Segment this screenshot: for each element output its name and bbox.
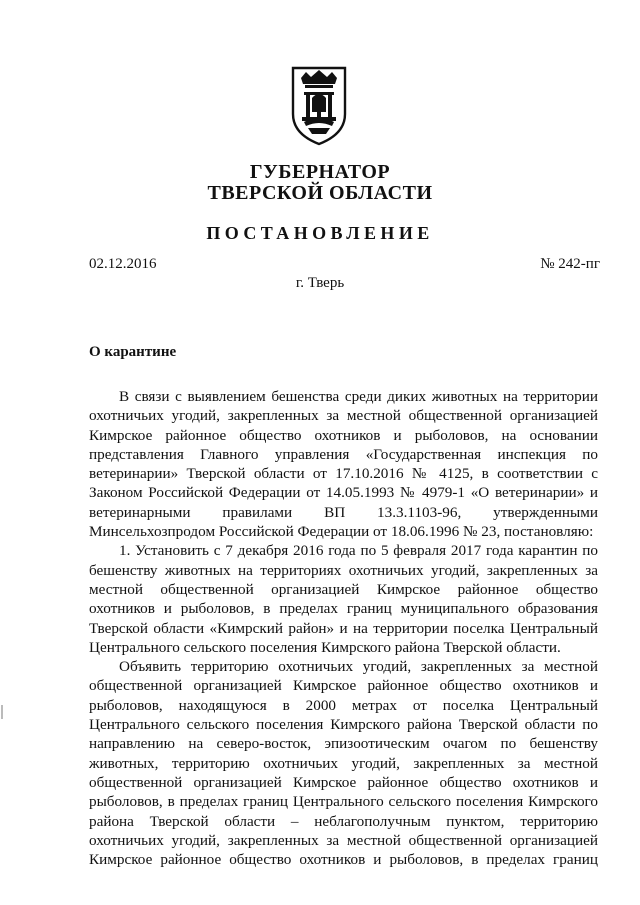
document-city: г. Тверь [295,275,345,291]
document-number: № 242-пг [540,256,600,272]
issuer-title-line1: ГУБЕРНАТОР [249,161,391,183]
body-paragraph: Объявить территорию охотничьих угодий, закрепленных за местной общественной организацией Кимрское районное общество охотников и рыболовов, находящуюся в 2000 метрах от поселка Центральный Центрального сельского поселения Кимрского района Тверской области по направлению на северо-восток, эпизоотическим очагом по бешенству животных, территорию охотничьих угодий, закрепленных за местной общественной организацией Кимрское районное общество охотников и рыболовов, в пределах границ Центрального сельского поселения Кимрского района Тверской области – неблагополучным пунктом, территорию охотничьих угодий, закрепленных за местной общественной организацией Кимрское районное общество охотников и рыболовов, в пределах границ [89,658,598,869]
document-body [89,387,598,869]
document-type: ПОСТАНОВЛЕНИЕ [206,223,434,243]
body-paragraph: В связи с выявлением бешенства среди диких животных на территории охотничьих угодий, закрепленных за местной общественной организацией Кимрское районное общество охотников и рыболовов, на основании представления Главного управления «Государственная инспекция по ветеринарии» Тверской области от 17.10.2016 № 4125, в соответствии с Законом Российской Федерации от 14.05.1993 № 4979-1 «О ветеринарии» и ветеринарными правилами ВП 13.3.1103-96, утвержденными Минсельхозпродом Российской Федерации от 18.06.1996 № 23, постановляю: [89,388,598,541]
document-date: 02.12.2016 [89,256,157,272]
tver-coat-of-arms-icon [290,64,348,146]
scan-mark [1,705,3,719]
body-paragraph: 1. Установить с 7 декабря 2016 года по 5 февраля 2017 года карантин по бешенству животных на территориях охотничьих угодий, закрепленных за местной общественной организацией Кимрское районное общество охотников и рыболовов, в пределах границ муниципального образования Тверской области «Кимрский район» и на территории поселка Центральный Центрального сельского поселения Кимрского района Тверской области. [89,542,598,656]
issuer-title-line2: ТВЕРСКОЙ ОБЛАСТИ [207,182,433,204]
document-subject: О карантине [89,344,177,360]
